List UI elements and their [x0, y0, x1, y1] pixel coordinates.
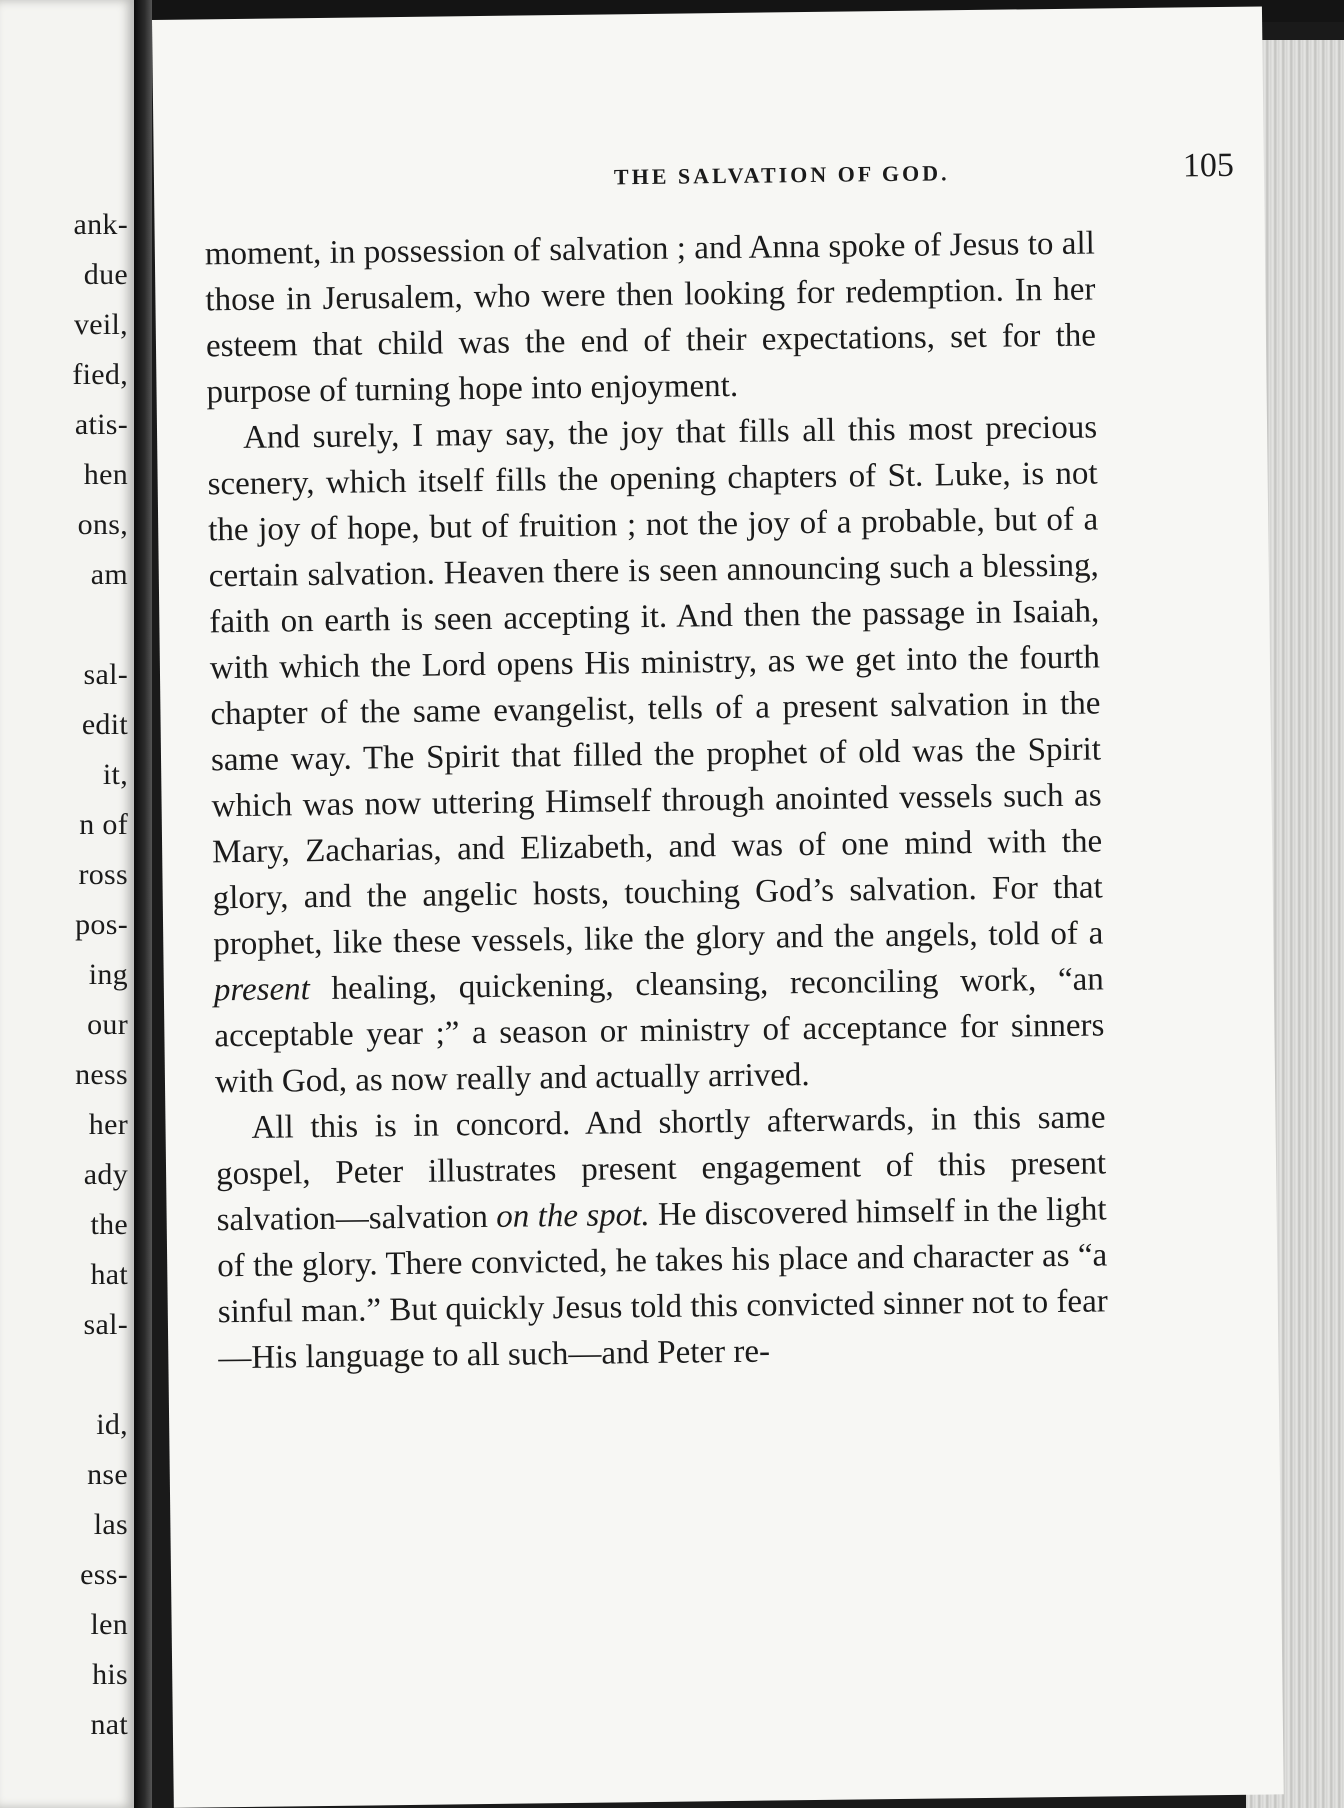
left-line: pos- [75, 908, 128, 941]
left-line: her [88, 1108, 128, 1141]
book-gutter [134, 0, 152, 1808]
body-text [205, 221, 1109, 1382]
left-line: am [90, 558, 128, 591]
left-line: ross [78, 858, 128, 891]
paragraph-text: healing, quickening, cleansing, reconciling work, “an acceptable year ;” a season or ministry of acceptance for sinners with God, as now really and actually arrived. [214, 961, 1105, 1101]
left-line: edit [81, 708, 128, 741]
left-line: ing [88, 958, 128, 991]
left-line: sal- [83, 1308, 128, 1341]
left-line: len [90, 1608, 128, 1641]
left-line [0, 1350, 128, 1400]
left-line: ons, [77, 508, 128, 541]
italic-emphasis: on the spot. [496, 1197, 650, 1235]
left-line: hen [83, 458, 128, 491]
left-page-text-fragments [0, 200, 128, 1750]
paragraph-text: And surely, I may say, the joy that fills all this most precious scenery, which itself fills the opening chapters of St. Luke, is not the joy of hope, but of fruition ; not the joy of a probable, but of a certain salvation. Heaven there is seen announcing such a blessing, faith on earth is seen accepting it. And then the passage in Isaiah, with which the Lord opens His ministry, as we get into the fourth chapter of the same evangelist, tells of a present salvation in the same way. The Spirit that filled the prophet of old was the Spirit which was now uttering Himself through anointed vessels such as Mary, Zacharias, and Elizabeth, and was of one mind with the glory, and the angelic hosts, touching God’s salvation. For that prophet, like these vessels, like the glory and the angels, told of a [207, 409, 1104, 963]
page-number: 105 [1182, 146, 1235, 185]
left-line: our [87, 1008, 128, 1041]
paragraph-text: moment, in possession of salvation ; and Anna spoke of Jesus to all those in Jerusalem, who were then looking for redemption. In her esteem that child was the end of their expectations, set for the purpose of turning hope into enjoyment. [204, 225, 1097, 411]
paragraph-text: All this is in concord. And shortly afterwards, in this same gospel, Peter illustrates present engagement of this present salvation—salvation [215, 1099, 1107, 1239]
left-line: the [90, 1208, 128, 1241]
left-line: due [83, 258, 128, 291]
running-head [454, 139, 1235, 209]
left-line: fied, [72, 358, 128, 391]
left-line: n of [79, 808, 128, 841]
right-page [152, 6, 1284, 1807]
paragraph [215, 1094, 1108, 1381]
left-line: atis- [74, 408, 128, 441]
left-line: it, [102, 758, 128, 791]
left-line: ess- [80, 1558, 128, 1591]
left-line: veil, [74, 308, 128, 341]
left-line [0, 600, 128, 650]
left-line: his [92, 1658, 128, 1691]
left-page [0, 0, 134, 1808]
left-line: sal- [83, 658, 128, 691]
left-line: ank- [73, 208, 128, 241]
running-title: THE SALVATION OF GOD. [613, 160, 950, 190]
paragraph-text: He discovered himself in the light of the glory. There convicted, he takes his place and character as “a sinful man.” But quickly Jesus told this convicted sinner not to fear—His language to all such—and Peter re- [217, 1191, 1108, 1377]
paragraph [205, 221, 1097, 416]
left-line: nse [87, 1458, 128, 1491]
left-line: id, [96, 1408, 128, 1441]
left-line: ady [83, 1158, 128, 1191]
left-line: hat [90, 1258, 128, 1291]
left-line: nat [90, 1708, 128, 1741]
paragraph [207, 404, 1105, 1105]
left-line: las [93, 1508, 128, 1541]
italic-emphasis: present [213, 971, 311, 1009]
left-line: ness [75, 1058, 128, 1091]
